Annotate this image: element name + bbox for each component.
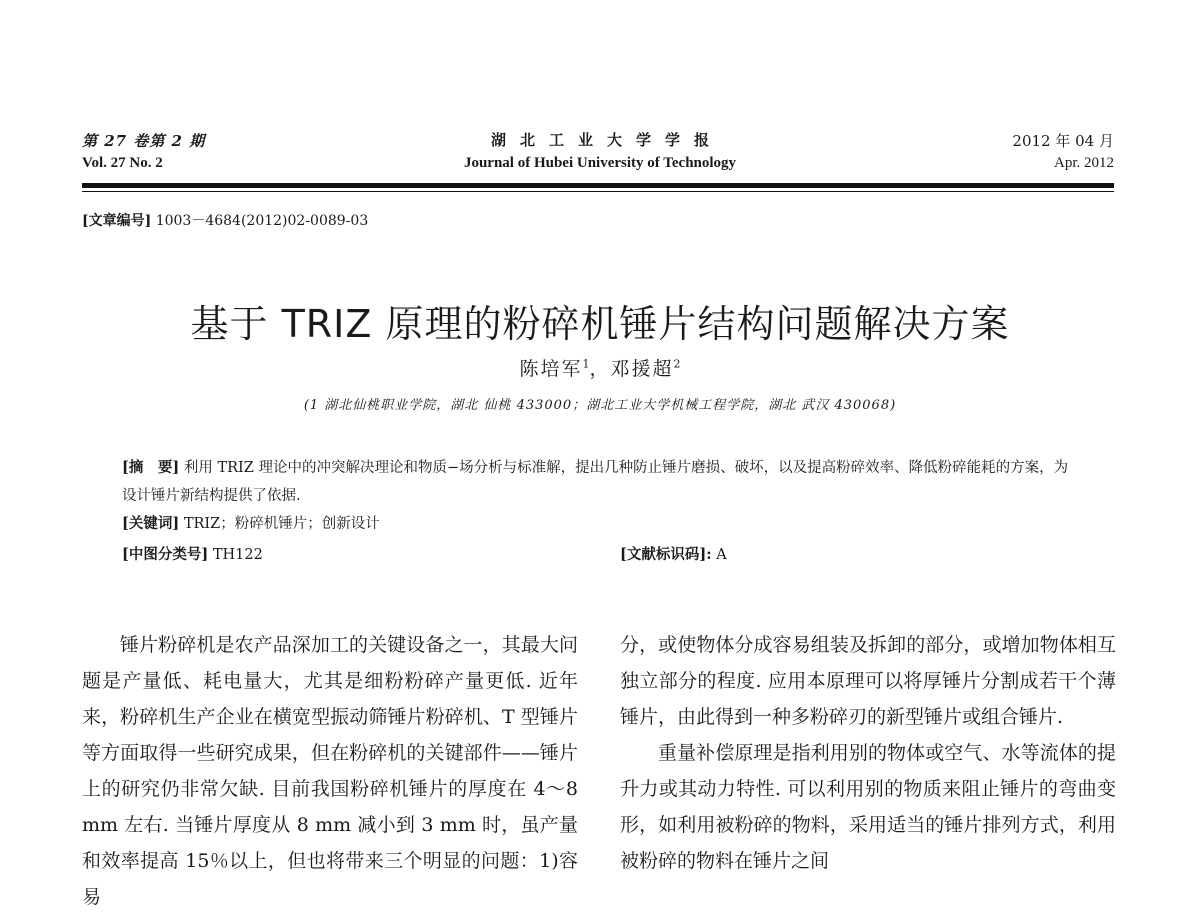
volume-issue-en: Vol. 27 No. 2 [82,155,163,171]
article-number-label: [文章编号] [82,213,152,229]
author-separator: ， [589,358,611,380]
author-line [0,354,1200,381]
affiliations: (1 湖北仙桃职业学院，湖北 仙桃 433000；湖北工业大学机械工程学院，湖北 武汉 430068) [303,398,897,413]
paper-title: 基于 TRIZ 原理的粉碎机锤片结构问题解决方案 [190,302,1010,347]
document-code [620,543,727,564]
keywords-label: [关键词] [122,515,180,532]
author-1: 陈培军 [519,358,583,380]
article-number-value: 1003－4684(2012)02-0089-03 [155,213,369,229]
journal-name-cn: 湖北工业大学学报 [490,131,723,149]
classification-number [122,543,263,564]
body-column-right [620,627,1116,879]
abstract [122,454,1082,510]
article-number [82,210,368,230]
classification-label: [中图分类号] [122,546,209,563]
author-2-affil-mark: 2 [673,357,681,371]
header-rule-thick [82,183,1114,188]
issue-date-cn: 2012 年 04 月 [1012,132,1114,150]
keywords-text: TRIZ；粉碎机锤片；创新设计 [183,516,380,532]
issue-date-en: Apr. 2012 [1054,155,1114,171]
body-paragraph: 重量补偿原理是指利用别的物体或空气、水等流体的提升力或其动力特性. 可以利用别的物质来阻止锤片的弯曲变形，如利用被粉碎的物料，采用适当的锤片排列方式，利用被粉碎的物料在锤片之间 [620,742,1116,872]
author-2: 邓援超 [610,358,674,380]
header-rule-thin [82,191,1114,192]
body-column-left [82,627,578,915]
journal-name-en: Journal of Hubei University of Technology [463,155,737,171]
author-1-affil-mark: 1 [582,357,590,371]
volume-issue-cn: 第 27 卷第 2 期 [82,132,206,150]
body-paragraph: 分，或使物体分成容易组装及拆卸的部分，或增加物体相互独立部分的程度. 应用本原理可以将厚锤片分割成若干个薄锤片，由此得到一种多粉碎刃的新型锤片或组合锤片. [620,634,1116,728]
body-paragraph: 锤片粉碎机是农产品深加工的关键设备之一，其最大问题是产量低、耗电量大，尤其是细粉粉碎产量更低. 近年来，粉碎机生产企业在横宽型振动筛锤片粉碎机、T 型锤片等方面取得一些研究成果，但在粉碎机的关键部件——锤片上的研究仍非常欠缺. 目前我国粉碎机锤片的厚度在 4～8 mm 左右. 当锤片厚度从 8 mm 减小到 3 mm 时，虽产量和效率提高 15％以上，但也将带来三个明显的问题：1)容易 [82,634,578,908]
abstract-text: 利用 TRIZ 理论中的冲突解决理论和物质−场分析与标准解，提出几种防止锤片磨损、破坏，以及提高粉碎效率、降低粉碎能耗的方案，为设计锤片新结构提供了依据. [122,460,1069,504]
keywords [122,512,380,533]
abstract-label: [摘 要] [122,459,180,476]
classification-value: TH122 [212,547,263,563]
document-code-label: [文献标识码]: [620,546,712,563]
document-code-value: A [716,547,727,563]
